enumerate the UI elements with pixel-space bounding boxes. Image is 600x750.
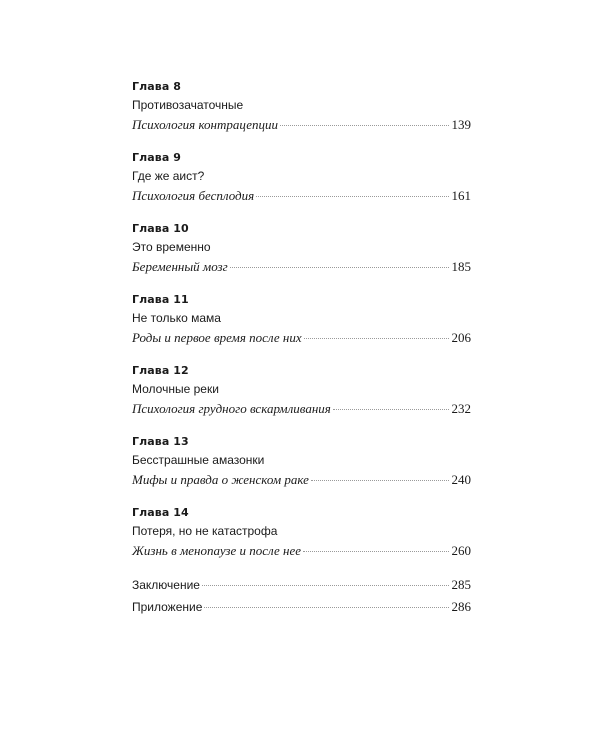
toc-chapter-11 (132, 291, 471, 347)
dot-leader (280, 125, 449, 126)
chapter-title: Противозачаточные (132, 98, 244, 112)
chapter-title: Бесстрашные амазонки (132, 453, 265, 467)
conclusion-title: Заключение (132, 578, 200, 592)
chapter-title: Где же аист? (132, 169, 205, 183)
toc-chapter-9 (132, 149, 471, 205)
chapter-label: Глава 11 (132, 293, 189, 306)
toc-chapter-14 (132, 504, 471, 560)
dot-leader (333, 409, 449, 410)
chapter-label: Глава 13 (132, 435, 189, 448)
toc-back-matter (132, 575, 471, 616)
toc-chapter-8 (132, 78, 471, 134)
page-number: 286 (451, 599, 471, 614)
table-of-contents (132, 78, 471, 619)
page-number: 232 (451, 401, 471, 416)
dot-leader (303, 551, 448, 552)
toc-chapter-13 (132, 433, 471, 489)
page-number: 240 (451, 472, 471, 487)
page-number: 206 (451, 330, 471, 345)
chapter-subtitle: Психология грудного вскармливания (132, 401, 331, 416)
dot-leader (202, 585, 449, 586)
chapter-label: Глава 8 (132, 80, 182, 93)
toc-entry-row (132, 541, 471, 560)
dot-leader (256, 196, 448, 197)
dot-leader (230, 267, 449, 268)
dot-leader (204, 607, 448, 608)
page-number: 139 (451, 117, 471, 132)
page-number: 260 (451, 543, 471, 558)
page-number: 161 (451, 188, 471, 203)
toc-entry-row (132, 470, 471, 489)
page-number: 185 (451, 259, 471, 274)
chapter-title: Это временно (132, 240, 211, 254)
chapter-label: Глава 12 (132, 364, 189, 377)
chapter-subtitle: Мифы и правда о женском раке (132, 472, 309, 487)
toc-chapter-10 (132, 220, 471, 276)
chapter-title: Не только мама (132, 311, 221, 325)
toc-entry-appendix (132, 597, 471, 616)
toc-entry-conclusion (132, 575, 471, 594)
toc-entry-row (132, 115, 471, 134)
page-number: 285 (451, 577, 471, 592)
chapter-title: Молочные реки (132, 382, 219, 396)
chapter-label: Глава 10 (132, 222, 189, 235)
toc-entry-row (132, 399, 471, 418)
toc-chapter-12 (132, 362, 471, 418)
chapter-subtitle: Беременный мозг (132, 259, 228, 274)
toc-entry-row (132, 186, 471, 205)
chapter-subtitle: Психология бесплодия (132, 188, 255, 203)
toc-entry-row (132, 257, 471, 276)
chapter-label: Глава 9 (132, 151, 182, 164)
chapter-label: Глава 14 (132, 506, 189, 519)
dot-leader (304, 338, 449, 339)
chapter-subtitle: Жизнь в менопаузе и после нее (132, 543, 302, 558)
chapter-subtitle: Психология контрацепции (132, 117, 278, 132)
appendix-title: Приложение (132, 600, 203, 614)
dot-leader (311, 480, 449, 481)
chapter-title: Потеря, но не катастрофа (132, 524, 278, 538)
toc-entry-row (132, 328, 471, 347)
chapter-subtitle: Роды и первое время после них (132, 330, 302, 345)
